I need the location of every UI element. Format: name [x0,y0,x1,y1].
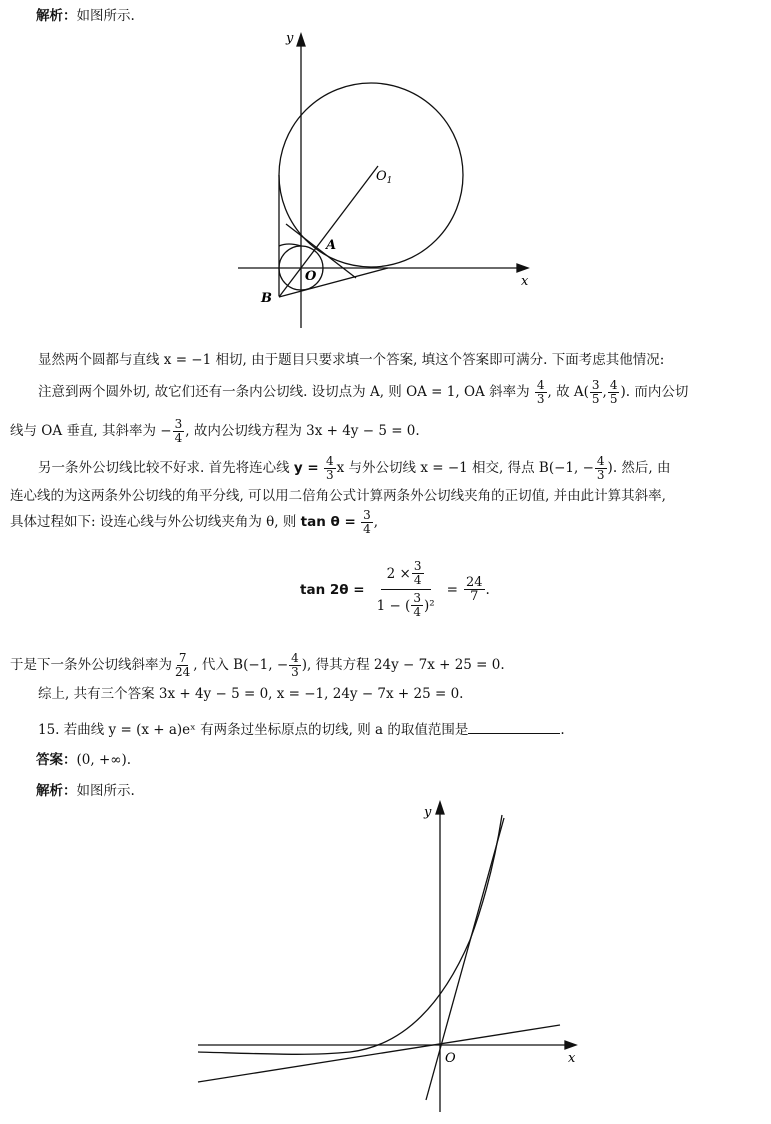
fig2-x-label: x [568,1051,576,1066]
para-line-8: 综上, 共有三个答案 3x + 4y − 5 = 0, x = −1, 24y − 7x + 25 = 0. [38,686,464,702]
l3-text-b: , 故内公切线方程为 3x + 4y − 5 = 0. [185,423,420,439]
eq-lhs: tan 2θ = [300,581,365,598]
corner-hint [279,244,301,246]
analysis-heading [36,6,135,26]
answer-line [36,750,131,770]
fig2-y-arrow [436,802,444,814]
curve-y-x-plus-a-ex [198,815,502,1054]
analysis-text: 如图所示. [76,8,135,24]
para-line-5: 连心线的为这两条外公切线的角平分线, 可以用二倍角公式计算两条外公切线夹角的正切值, 并由此计算其斜率, [10,488,666,504]
outer-tangent [279,268,388,297]
q15-text: 15. 若曲线 y = (x + a)eˣ 有两条过坐标原点的切线, 则 a 的取值范围是 [38,722,469,738]
eq-den-frac: $\frac{3}{4}$ [413,591,421,619]
answer-value: (0, +∞). [76,752,132,768]
l6-text-c: , [373,514,379,530]
l7-text-b: , 代入 B(−1, − [193,657,289,673]
fig1-y-label: y [286,31,294,46]
fig1-x-label: x [521,274,529,289]
l6-text-a: 具体过程如下: 设连心线与外公切线夹角为 θ, 则 [10,514,297,530]
answer-label: 答案： [36,752,77,768]
fig1-O1-label: $O_1$ [376,169,393,186]
fig1-O-label: O [305,269,317,284]
l3-text-a: 线与 OA 垂直, 其斜率为 − [10,423,172,439]
equation-tan2theta [300,560,490,619]
l7-text-a: 于是下一条外公切线斜率为 [10,657,172,673]
frac-3-4: $\frac{3}{4}$ [174,417,183,445]
frac-4-3-c: $\frac{4}{3}$ [596,454,605,482]
para-line-2 [38,379,688,406]
fig2-O-label: O [445,1051,456,1066]
fig1-y-arrow [297,34,305,46]
l4-text-b: y = [293,460,319,476]
l7-text-c: ), 得其方程 24y − 7x + 25 = 0. [301,657,505,673]
question-15 [38,719,565,740]
fig2-y-label: y [424,805,432,820]
frac-4-3: $\frac{4}{3}$ [536,378,545,406]
analysis-text-2: 如图所示. [76,783,135,799]
frac-4-3-d: $\frac{4}{3}$ [291,651,299,679]
l2-text-a: 注意到两个圆外切, 故它们还有一条内公切线. 设切点为 A, 则 OA = 1, OA 斜率为 [38,384,530,400]
l4-text-d: ). 然后, 由 [607,460,671,476]
q15-end: . [560,722,565,738]
eq-equals: = [446,581,458,598]
para-line-7 [10,652,505,679]
steep-tangent [426,818,504,1100]
para-line-3 [10,418,420,445]
eq-num-text: 2 × [386,565,411,582]
inner-tangent [286,224,356,278]
answer-blank [468,719,560,734]
eq-den-text-b: )² [423,597,435,614]
fig1-x-arrow [517,264,528,272]
eq-den-text-a: 1 − ( [376,597,411,614]
frac-3-4-b: $\frac{3}{4}$ [363,508,371,536]
eq-main-den [371,590,441,619]
eq-num-frac: $\frac{3}{4}$ [413,559,422,587]
para-line-4 [38,455,670,482]
eq-result-frac: $\frac{24}{7}$ [465,575,483,604]
frac-4-3-b: $\frac{4}{3}$ [326,454,334,482]
analysis-heading-2 [36,781,135,801]
l4-text-c: x 与外公切线 x = −1 相交, 得点 B(−1, − [336,460,594,476]
l2-text-c: , [602,384,607,400]
figure-two-circles [230,28,540,333]
eq-main-frac [371,560,441,619]
fig1-A-label: A [326,238,337,253]
eq-end: . [485,581,490,598]
l2-text-b: , 故 A( [547,384,589,400]
para-line-6 [10,509,378,536]
frac-4-5: $\frac{4}{5}$ [609,378,618,406]
center-line [279,166,378,297]
l6-text-b: tan θ = [300,514,356,530]
fig1-B-label: B [261,291,272,306]
analysis-label: 解析： [36,8,77,24]
analysis-label-2: 解析： [36,783,77,799]
eq-main-num [381,560,431,590]
fig2-x-arrow [565,1041,576,1049]
l4-text-a: 另一条外公切线比较不好求. 首先将连心线 [38,460,290,476]
frac-3-5: $\frac{3}{5}$ [591,378,600,406]
para-line-1: 显然两个圆都与直线 x = −1 相切, 由于题目只要求填一个答案, 填这个答案即可满分. 下面考虑其他情况: [38,352,665,368]
figure-curve-tangents [190,800,590,1118]
frac-7-24: $\frac{7}{24}$ [175,651,191,679]
l2-text-d: ). 而内公切 [620,384,689,400]
